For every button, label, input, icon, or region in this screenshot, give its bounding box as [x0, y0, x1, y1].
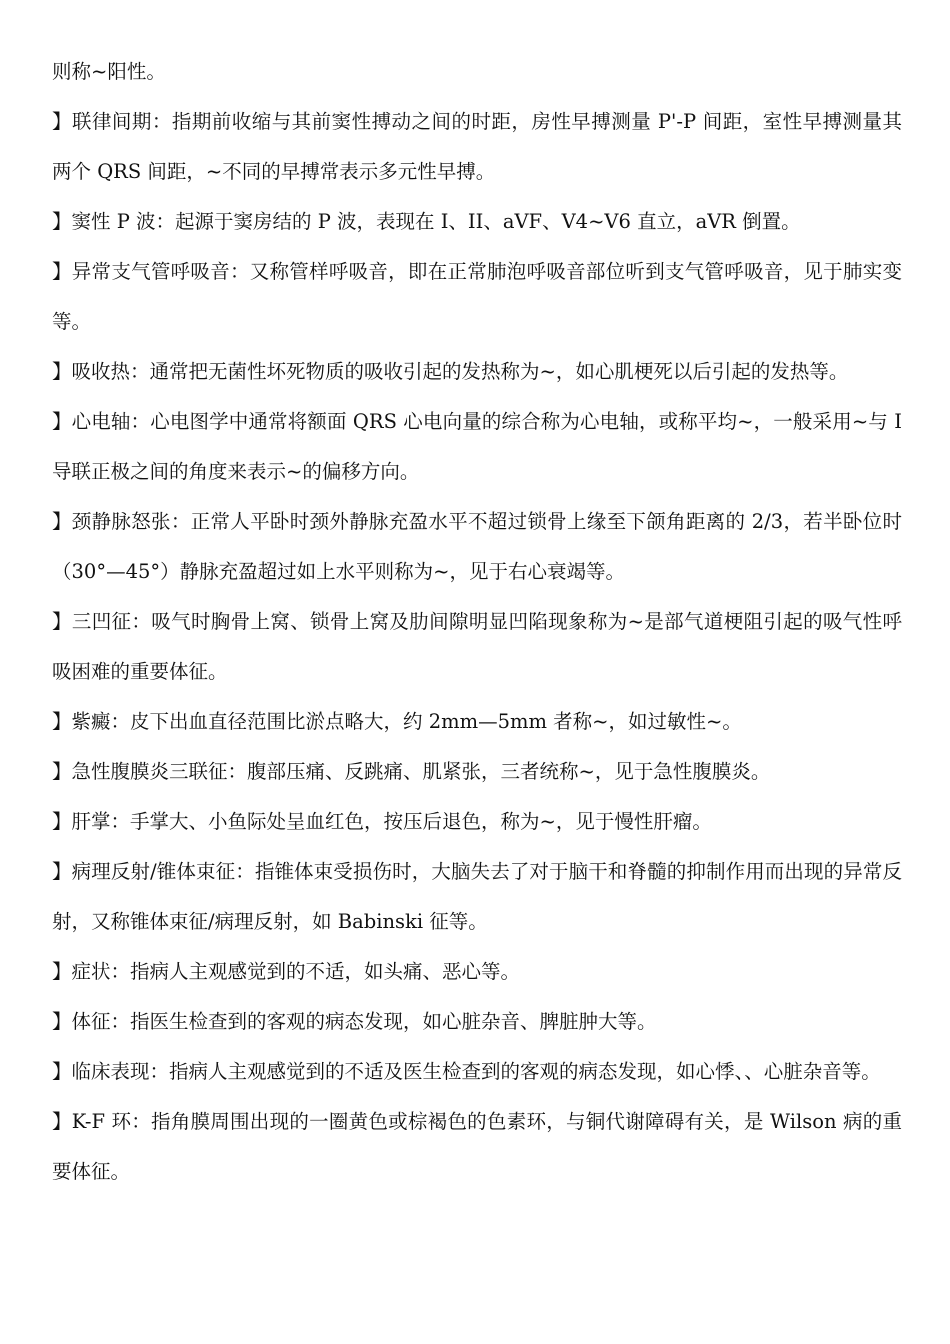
entry-liver-palm	[52, 797, 902, 847]
entry-purpura	[52, 697, 902, 747]
entry-text: 】临床表现：指病人主观感觉到的不适及医生检查到的客观的病态发现，如心悸、、心脏杂音等。	[52, 1060, 881, 1083]
entry-text: 】肝掌：手掌大、小鱼际处呈血红色，按压后退色，称为~，见于慢性肝瘤。	[52, 810, 712, 833]
document-page	[52, 47, 902, 1197]
entry-text: 】体征：指医生检查到的客观的病态发现，如心脏杂音、脾脏肿大等。	[52, 1010, 657, 1033]
entry-clinical-manifestation	[52, 1047, 902, 1097]
entry-text: 】吸收热：通常把无菌性坏死物质的吸收引起的发热称为~，如心肌梗死以后引起的发热等。	[52, 360, 849, 383]
entry-text: 】窦性 P 波：起源于窦房结的 P 波，表现在 I、II、aVF、V4~V6 直立，aVR 倒置。	[52, 210, 801, 233]
entry-text: 】异常支气管呼吸音：又称管样呼吸音，即在正常肺泡呼吸音部位听到支气管呼吸音，见于肺实变等。	[52, 260, 902, 333]
entry-coupling-interval	[52, 97, 902, 197]
entry-text: 】三凹征：吸气时胸骨上窝、锁骨上窝及肋间隙明显凹陷现象称为~是部气道梗阻引起的吸气性呼吸困难的重要体征。	[52, 610, 902, 683]
entry-text: 】联律间期：指期前收缩与其前窦性搏动之间的时距，房性早搏测量 P'-P 间距，室性早搏测量其两个 QRS 间距，~不同的早搏常表示多元性早搏。	[52, 110, 902, 183]
entry-pathological-reflex	[52, 847, 902, 947]
entry-continuation	[52, 47, 902, 97]
entry-peritonitis-triad	[52, 747, 902, 797]
entry-electrical-axis	[52, 397, 902, 497]
entry-jugular-venous-distension	[52, 497, 902, 597]
entry-symptom	[52, 947, 902, 997]
entry-kf-ring	[52, 1097, 902, 1197]
entry-text: 】颈静脉怒张：正常人平卧时颈外静脉充盈水平不超过锁骨上缘至下颌角距离的 2/3，若半卧位时（30°—45°）静脉充盈超过如上水平则称为~，见于右心衰竭等。	[52, 510, 902, 583]
entry-sinus-p-wave	[52, 197, 902, 247]
entry-abnormal-bronchial-breath-sound	[52, 247, 902, 347]
entry-text: 】心电轴：心电图学中通常将额面 QRS 心电向量的综合称为心电轴，或称平均~，一般采用~与 I 导联正极之间的角度来表示~的偏移方向。	[52, 410, 902, 483]
entry-text: 】症状：指病人主观感觉到的不适，如头痛、恶心等。	[52, 960, 521, 983]
entry-text: 】病理反射/锥体束征：指锥体束受损伤时，大脑失去了对于脑干和脊髓的抑制作用而出现的异常反射，又称锥体束征/病理反射，如 Babinski 征等。	[52, 860, 902, 933]
entry-sign	[52, 997, 902, 1047]
entry-text: 】K-F 环：指角膜周围出现的一圈黄色或棕褐色的色素环，与铜代谢障碍有关，是 Wilson 病的重要体征。	[52, 1110, 902, 1183]
entry-absorption-fever	[52, 347, 902, 397]
entry-text: 】急性腹膜炎三联征：腹部压痛、反跳痛、肌紧张，三者统称~，见于急性腹膜炎。	[52, 760, 771, 783]
entry-three-depressions-sign	[52, 597, 902, 697]
entry-text: 】紫癜：皮下出血直径范围比淤点略大，约 2mm—5mm 者称~，如过敏性~。	[52, 710, 742, 733]
entry-text: 则称~阳性。	[52, 60, 166, 83]
